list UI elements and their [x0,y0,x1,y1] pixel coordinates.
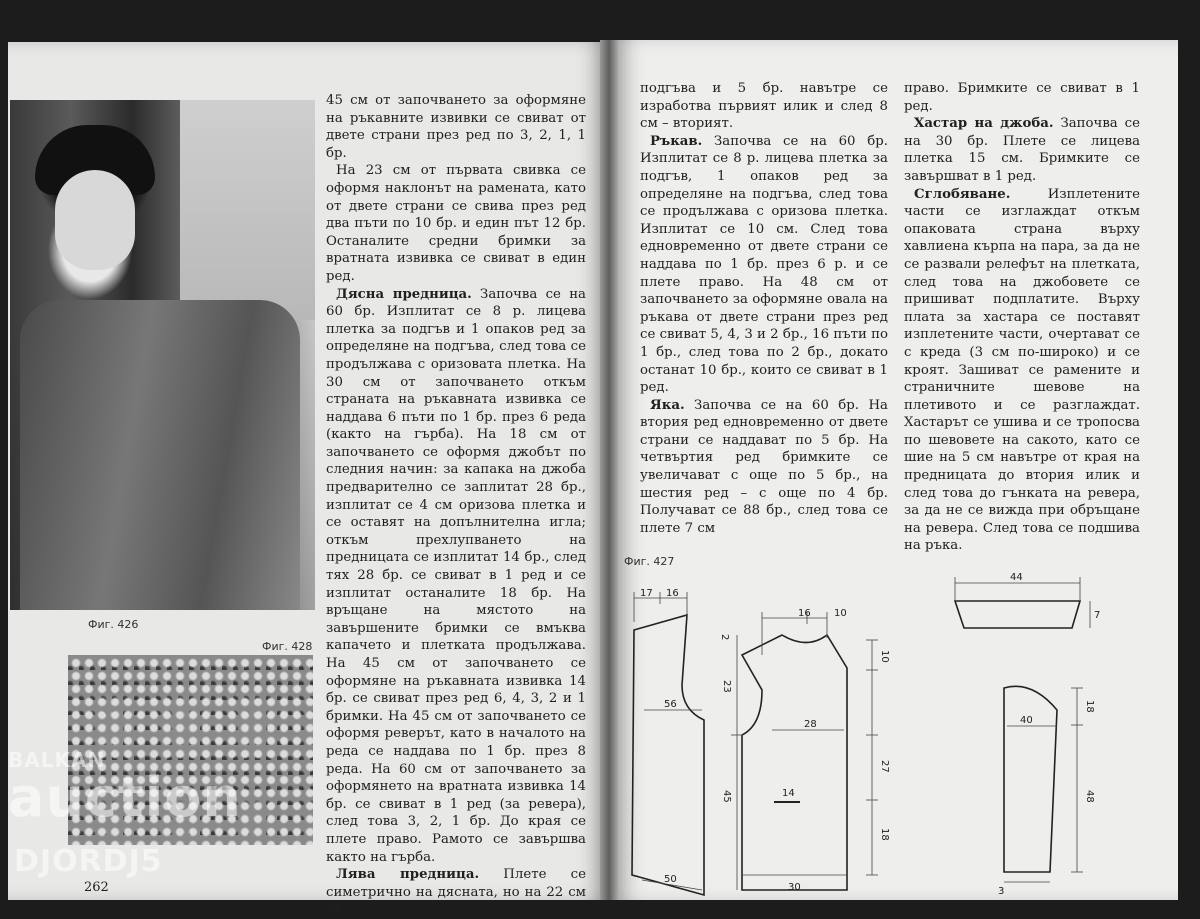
dim-back-27: 27 [879,760,890,773]
dim-back-14: 14 [782,788,795,799]
section-heading: Хастар на джоба. [914,116,1054,132]
section-heading: Дясна предница. [336,286,472,302]
right-col2-paragraph [904,80,1140,115]
dim-sleeve-40: 40 [1020,715,1033,726]
paragraph-text: Плете се симетрично на дясната, но на 22 см от [326,867,586,918]
dim-front-45: 45 [721,790,732,803]
left-paragraph [326,162,586,285]
photo-background [180,100,315,320]
front-piece-outline [632,615,704,895]
section-heading: Лява предница. [336,867,480,883]
right-col2-paragraph [904,115,1140,185]
left-paragraph [326,866,586,919]
dim-front-17: 17 [640,588,653,599]
back-piece-outline [742,635,847,890]
paragraph-text: Изплетените части се изглаждат откъм опаковата страна върху хавлиена кърпа на пара, за да не се развали релефът на плетката, след това на джобовете се пришиват подплатите. Върху плата за хастара се поставят изплетените части, очертават се с креда (3 см по-широко) и се кроят. Зашиват се рамените и страничните шевове на плетивото и се разглаждат. Хастарът се ушива и се тропосва по шевовете на сакото, като се шие на 5 см навътре от края на предницата до втория илик и след това до гънката на ревера, за да не се вижда при обръщане на ревера. След това се подшива на ръка. [904,186,1140,554]
watermark-line-2: auction [8,766,242,829]
dim-back-16: 16 [798,608,811,619]
section-heading: Ръкав. [650,133,703,149]
right-col2-paragraph [904,186,1140,555]
paragraph-text: Започва се на 60 бр. Изплитат се 8 р. лицева плетка за подгъв и 1 опаков ред за определяне на подгъва, след това се продължава с оризовата плетка. На 30 см от започването откъм страната на ръкавната извивка се наддава 6 пъти по 1 бр. през 6 реда (както на гърба). На 18 см от започването се оформя джобът по следния начин: за капака на джоба предварително се заплитат 28 бр., изплитат се 4 см оризова плетка и се оставят на допълнителна игла; откъм прехлупването на предницата се изплитат 14 бр., след тях 28 бр. се свиват в 1 ред и се изплитат останалите 18 бр. На връщане на мястото на завършените бримки се вмъква капачето и плетката продължава. На 45 см от започването се оформяне на ръкавната извивка 14 бр. се свиват през ред 6, 4, 3, 2 и 1 бримки. На 45 см от започването се оформя реверът, като в началото на реда се наддава по 1 бр. през 8 реда. На 60 см от започването за оформянето на вратната извивка 14 бр. се свиват в 1 ред (за ревера), след това 3, 2, 1 бр. До края се плете право. Рамото се завършва както на гърба. [326,286,586,865]
right-text-column-1 [640,80,888,537]
photo-fig-426 [10,100,315,610]
paragraph-text: 45 см от започването за оформяне на ръкавните извивки се свиват от двете страни през ред по 3, 2, 1, 1 бр. [326,93,586,161]
dim-sleeve-18: 18 [1084,700,1095,713]
paragraph-text: право. Бримките се свиват в 1 ред. [904,81,1140,114]
watermark-line-1: BALKAN [8,748,106,772]
left-paragraph [326,92,586,162]
dim-front-56: 56 [664,699,677,710]
page-number: 262 [84,880,109,895]
caption-fig-428: Фиг. 428 [262,640,313,653]
dim-collar-7: 7 [1094,610,1101,621]
photo-face [55,170,135,270]
right-col1-paragraph [640,80,888,133]
dim-back-10v: 10 [879,650,890,663]
dim-back-28: 28 [804,719,817,730]
pattern-diagram-fig-427 [612,560,1172,900]
section-heading: Яка. [650,397,685,413]
dim-back-18: 18 [879,828,890,841]
right-text-column-2 [904,80,1140,555]
dim-sleeve-48: 48 [1084,790,1095,803]
dim-front-50: 50 [664,874,677,885]
section-heading: Сглобяване. [914,186,1011,202]
left-paragraph [326,286,586,867]
dim-back-10: 10 [834,608,847,619]
dim-front-23: 23 [721,680,732,693]
paragraph-text: Започва се на 30 бр. Плете се лицева плетка 15 см. Бримките се завършват в 1 ред. [904,116,1140,184]
caption-fig-427: Фиг. 427 [624,555,675,568]
dim-front-2: 2 [719,634,730,641]
right-col1-paragraph [640,397,888,538]
photo-coat [20,300,300,610]
dim-back-30: 30 [788,882,801,893]
left-text-column [326,92,586,919]
paragraph-text: подгъва и 5 бр. навътре се изработва първият илик и след 8 см – вторият. [640,81,888,132]
dim-front-16: 16 [666,588,679,599]
right-col1-paragraph [640,133,888,397]
collar-outline [955,601,1080,628]
dim-collar-44: 44 [1010,572,1023,583]
caption-fig-426: Фиг. 426 [88,618,139,631]
paragraph-text: Започва се на 60 бр. На втория ред едновременно от двете страни се наддават по 5 бр. На четвъртия ред бримките се увеличават с още по 5 бр., на шестия ред – с още по 4 бр. Получават се 88 бр., след това се плете 7 см [640,397,888,536]
watermark-line-3: DJORDJ5 [14,844,163,879]
dim-sleeve-3: 3 [998,886,1005,897]
paragraph-text: Започва се на 60 бр. Изплитат се 8 р. лицева плетка за подгъв, 1 опаков ред за определяне на подгъва, след това се продължава с оризова плетка. Изплитат се 10 см. След това едновременно от двете страни се наддава по 1 бр. през 6 р. и се плете право. На 48 см от започването за оформяне овала на ръкава от двете страни през ред се свиват 5, 4, 3 и 2 бр., 16 пъти по 1 бр., след това по 2 бр., докато останат 10 бр., които се свиват в 1 ред. [640,133,888,396]
paragraph-text: На 23 см от първата свивка се оформя наклонът на рамената, като от двете страни се свива през ред два пъти по 10 бр. и един път 12 бр. Останалите средни бримки за вратната извивка се свиват в един ред. [326,163,586,284]
